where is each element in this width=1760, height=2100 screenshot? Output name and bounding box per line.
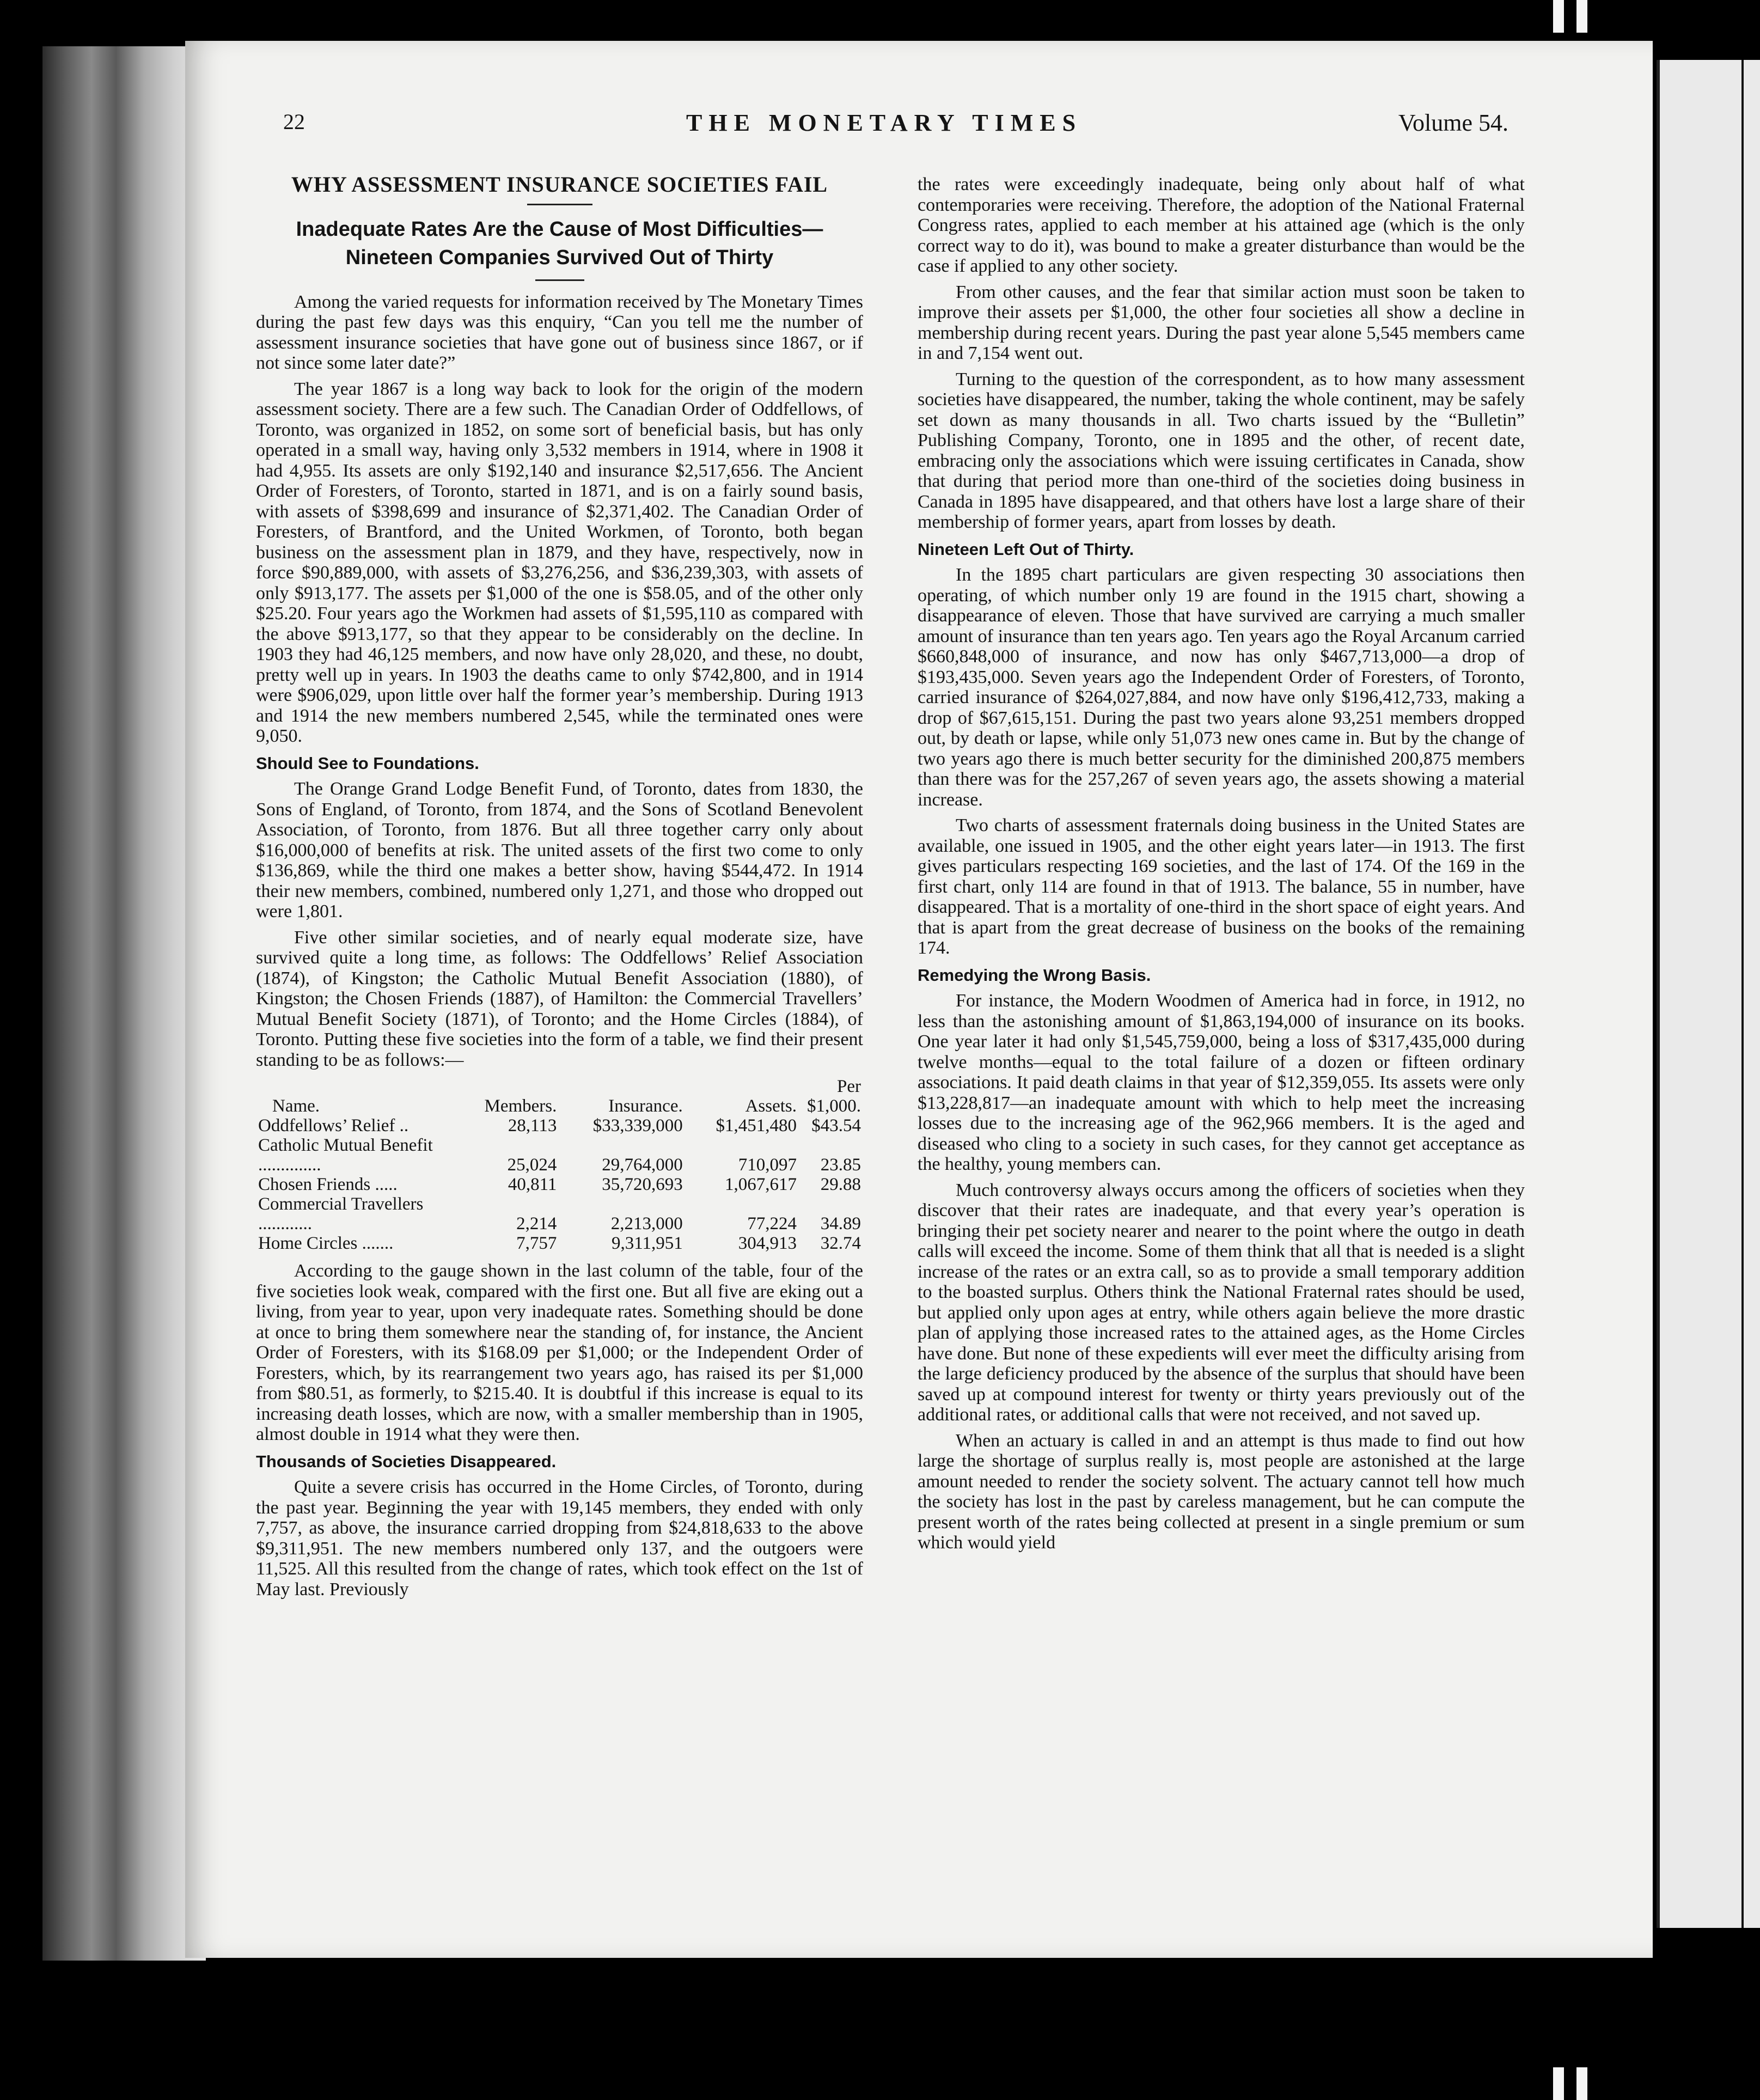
paragraph: The Orange Grand Lodge Benefit Fund, of Toronto, dates from 1830, the Sons of England, of Toronto, from 1874, and the Sons of Scotland Benevolent Association, of Toronto, from 1876. But all three together carry only about $16,000,000 of benefits at risk. The united assets of the first two come to only $136,869, while the third one makes a better show, having $544,472. In 1914 their new members, combined, numbered only 1,271, and those who dropped out were 1,801. — [256, 779, 863, 921]
table-cell: Home Circles ....... — [258, 1234, 394, 1253]
table-row — [256, 1116, 863, 1136]
page-edge-line — [1741, 60, 1744, 1928]
column-header: Name. — [272, 1096, 320, 1116]
table-cell: 710,097 — [738, 1155, 797, 1175]
table-cell: 2,214 — [516, 1214, 557, 1234]
section-heading: Thousands of Societies Disappeared. — [256, 1451, 557, 1471]
table-cell: $43.54 — [811, 1116, 861, 1136]
column-header: Assets. — [745, 1096, 797, 1116]
page-number: 22 — [283, 109, 305, 134]
table-cell: 25,024 — [507, 1155, 557, 1175]
paragraph: Among the varied requests for information received by The Monetary Times during the past few days was this enquiry, “Can you tell me the number of assessment insurance societies that have gone out of business since 1867, or if not since some later date?” — [256, 291, 863, 373]
book-gutter — [42, 46, 206, 1961]
column-header: Per $1,000. — [807, 1077, 861, 1116]
paragraph: According to the gauge shown in the last column of the table, four of the five societies look weak, compared with the first one. But all five are eking out a living, from year to year, upon very inadequate rates. Something should be done at once to bring them somewhere near the standing of, for instance, the Ancient Order of Foresters, with its $168.09 per $1,000; or the Independent Order of Foresters, which, by its rearrangement two years ago, has raised its per $1,000 from $80.51, as formerly, to $215.40. It is doubtful if this increase is equal to its increasing death losses, which are now, with a smaller membership than in 1905, almost double in 1914 what they were then. — [256, 1261, 863, 1444]
table-cell: 29,764,000 — [602, 1155, 683, 1175]
scan-mark — [1553, 0, 1564, 33]
societies-table — [256, 1077, 863, 1253]
paragraph: From other causes, and the fear that similar action must soon be taken to improve their assets per $1,000, the other four societies all show a decline in membership during recent years. During the past year alone 5,545 members came in and 7,154 went out. — [918, 282, 1525, 363]
column-header: Members. — [484, 1096, 557, 1116]
scan-mark — [1576, 2067, 1587, 2100]
article-deck-line-1: Inadequate Rates Are the Cause of Most Difficulties— — [296, 217, 823, 241]
table-cell: 35,720,693 — [602, 1175, 683, 1194]
section-heading: Nineteen Left Out of Thirty. — [918, 539, 1134, 559]
facing-page-edge — [1657, 60, 1760, 1928]
paragraph: Turning to the question of the correspondent, as to how many assessment societies have disappeared, the number, taking the whole continent, may be safely set down as many thousands in all. Two charts issued by the “Bulletin” Publishing Company, Toronto, one in 1895 and the other, of recent date, embracing only the associations which were issuing certificates in Canada, show that during that period more than one-third of the societies doing business in Canada in 1895 have disappeared, and that others have lost a large share of their membership of former years, apart from losses by death. — [918, 369, 1525, 532]
volume-label: Volume 54. — [1398, 109, 1508, 136]
table-cell: 304,913 — [738, 1234, 797, 1253]
section-heading: Should See to Foundations. — [256, 753, 479, 773]
journal-title: THE MONETARY TIMES — [686, 109, 1083, 136]
paragraph: For instance, the Modern Woodmen of America had in force, in 1912, no less than the astonishing amount of $1,863,194,000 of insurance on its books. One year later it had only $1,545,759,000, being a loss of $317,435,000 during twelve months—equal to the total failure of a dozen or fifteen ordinary associations. It paid death claims in that year of $12,359,055. Its assets were only $13,228,817—an inadequate amount with which to help meet the increasing losses due to the increasing age of the 962,966 members. It is the aged and diseased who cling to a society in such cases, for they cannot get acceptance as the healthy, young members can. — [918, 991, 1525, 1174]
table-row — [256, 1136, 863, 1175]
table-cell: 2,213,000 — [610, 1214, 683, 1234]
table-cell: 32.74 — [820, 1234, 861, 1253]
paragraph: Five other similar societies, and of nearly equal moderate size, have survived quite a long time, as follows: The Oddfellows’ Relief Association (1874), of Kingston; the Catholic Mutual Benefit Association (1880), of Kingston; the Chosen Friends (1887), of Hamilton: the Commercial Travellers’ Mutual Benefit Society (1871), of Toronto; and the Home Circles (1884), of Toronto. Putting these five societies into the form of a table, we find their present standing to be as follows:— — [256, 927, 863, 1070]
paragraph: the rates were exceedingly inadequate, being only about half of what contemporaries were receiving. Therefore, the adoption of the National Fraternal Congress rates, applied to each member at his attained age (which is the only correct way to do it), was bound to make a greater disturbance than would be the case if applied to any other society. — [918, 174, 1525, 276]
right-column — [918, 174, 1525, 1559]
paragraph: In the 1895 chart particulars are given respecting 30 associations then operating, of which number only 19 are found in the 1915 chart, showing a disappearance of eleven. Those that have survived are carrying a much smaller amount of insurance than ten years ago. Ten years ago the Royal Arcanum carried $660,848,000 of insurance, and now has only $467,713,000—a drop of $193,435,000. Seven years ago the Independent Order of Foresters, of Toronto, carried insurance of $264,027,884, and now have only $196,412,733, making a drop of $67,615,151. During the past two years alone 93,251 members dropped out, by death or lapse, while only 51,073 new ones came in. But by the change of two years ago there is much better security for the diminished 200,875 members than there was for the 257,267 of seven years ago, the assets showing a material increase. — [918, 565, 1525, 810]
table-cell: 7,757 — [516, 1234, 557, 1253]
table-row — [256, 1234, 863, 1253]
article-deck-line-2: Nineteen Companies Survived Out of Thirty — [345, 246, 774, 269]
table-row — [256, 1175, 863, 1194]
left-column — [256, 174, 863, 1605]
table-cell: 77,224 — [747, 1214, 797, 1234]
table-cell: 1,067,617 — [725, 1175, 797, 1194]
table-row — [256, 1194, 863, 1234]
paragraph: Quite a severe crisis has occurred in the Home Circles, of Toronto, during the past year. Beginning the year with 19,145 members, they ended with only 7,757, as above, the insurance carried dropping from $24,818,633 to the above $9,311,951. The new members numbered only 137, and the outgoers were 11,525. All this resulted from the change of rates, which took effect on the 1st of May last. Previously — [256, 1477, 863, 1600]
table-cell: 28,113 — [508, 1116, 557, 1136]
running-head — [272, 109, 1508, 142]
paragraph: When an actuary is called in and an attempt is thus made to find out how large the shortage of surplus really is, most people are astonished at the large amount needed to render the society solvent. The actuary cannot tell how much the society has lost in the past by careless management, but he can compute the present worth of the rates being collected at present in a single premium or sum which would yield — [918, 1430, 1525, 1553]
table-cell: Oddfellows’ Relief .. — [258, 1116, 409, 1136]
table-cell: 23.85 — [820, 1155, 861, 1175]
paragraph: Much controversy always occurs among the officers of societies when they discover that their rates are inadequate, and that every year’s operation is bringing their pet society nearer and nearer to the point where the outgo in death calls will exceed the income. Some of them think that all that is needed is a slight increase of the rates or an extra call, so as to provide a small temporary addition to the boasted surplus. Others think the National Fraternal rates should be used, but applied only upon ages at entry, while others again believe the more drastic plan of applying those increased rates to the attained ages, as the Home Circles have done. But none of these expedients will ever meet the difficulty arising from the large deficiency produced by the absence of the surplus that should have been saved up at compound interest for twenty or thirty years previously out of the additional rates, or additional calls that were not received, and not saved up. — [918, 1180, 1525, 1425]
title-rule — [527, 204, 592, 205]
section-heading: Remedying the Wrong Basis. — [918, 965, 1151, 985]
table-cell: $1,451,480 — [716, 1116, 797, 1136]
scan-mark — [1576, 0, 1587, 33]
table-cell: 29.88 — [820, 1175, 861, 1194]
table-cell: Catholic Mutual Benefit .............. — [258, 1136, 433, 1175]
column-header: Insurance. — [608, 1096, 683, 1116]
table-cell: $33,339,000 — [592, 1116, 683, 1136]
article-title: WHY ASSESSMENT INSURANCE SOCIETIES FAIL — [291, 172, 828, 197]
deck-rule — [535, 279, 584, 281]
table-header-row — [256, 1077, 863, 1116]
table-cell: 9,311,951 — [611, 1234, 683, 1253]
scan-mark — [1553, 2067, 1564, 2100]
table-cell: Chosen Friends ..... — [258, 1175, 398, 1194]
table-cell: 34.89 — [820, 1214, 861, 1234]
paragraph: Two charts of assessment fraternals doing business in the United States are available, one issued in 1905, and the other eight years later—in 1913. The first gives particulars respecting 169 societies, and the last of 174. Of the 169 in the first chart, only 114 are found in that of 1913. The balance, 55 in number, have disappeared. That is a mortality of one-third in the short space of eight years. And that is apart from the great decrease of business on the books of the remaining 174. — [918, 815, 1525, 958]
paragraph: The year 1867 is a long way back to look for the origin of the modern assessment society. There are a few such. The Canadian Order of Oddfellows, of Toronto, was organized in 1852, on some sort of beneficial basis, but has only operated in a small way, having only 3,532 members in 1914, where in 1908 it had 4,955. Its assets are only $192,140 and insurance $2,517,656. The Ancient Order of Foresters, of Toronto, started in 1871, and is on a fairly sound basis, with assets of $398,699 and insurance of $2,371,402. The Canadian Order of Foresters, of Brantford, and the United Workmen, of Toronto, both began business on the assessment plan in 1879, and they have, respectively, now in force $90,889,000, with assets of $3,276,256, and $36,239,303, with assets of only $913,177. The assets per $1,000 of the one is $58.05, and of the other only $25.20. Four years ago the Workmen had assets of $1,595,110 as compared with the above $913,177, so that they appear to be considerably on the decline. In 1903 they had 46,125 members, and now have only 28,020, and these, no doubt, pretty well up in years. In 1903 the deaths came to only $742,800, and in 1914 were $906,029, upon little over half the former year’s membership. During 1913 and 1914 the new members numbered 2,545, while the terminated ones were 9,050. — [256, 379, 863, 746]
table-cell: 40,811 — [508, 1175, 557, 1194]
table-cell: Commercial Travellers ............ — [258, 1194, 424, 1234]
